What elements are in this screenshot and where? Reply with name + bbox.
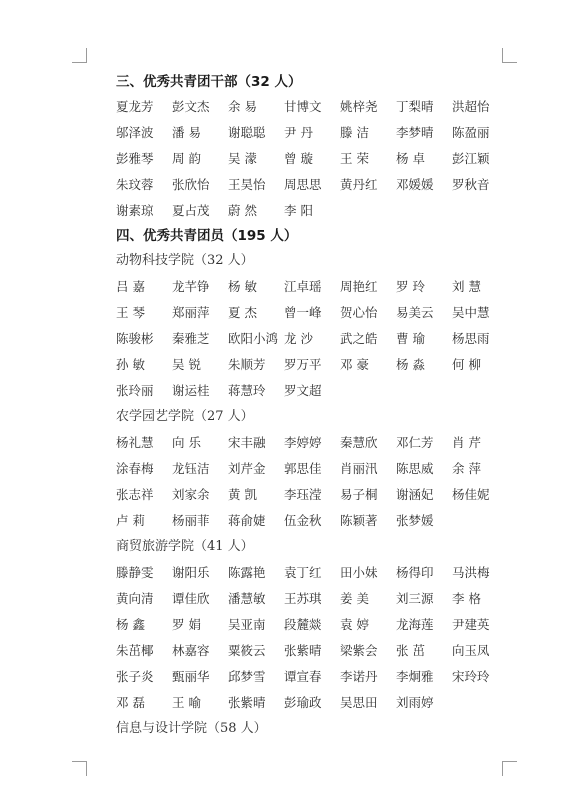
person-name: 陈盈丽 [452, 125, 490, 140]
person-name: 彭文杰 [172, 99, 210, 114]
name-row [116, 172, 496, 198]
person-name: 邬泽波 [116, 125, 154, 140]
person-name: 武之皓 [340, 331, 378, 346]
person-name: 杨 敏 [228, 279, 257, 294]
person-name: 林嘉容 [172, 643, 210, 658]
name-row [116, 482, 496, 508]
name-row [116, 300, 496, 326]
person-name: 吴思田 [340, 695, 378, 710]
person-name: 张子炎 [116, 669, 154, 684]
person-name: 张玲丽 [116, 383, 154, 398]
person-name: 夏龙芳 [116, 99, 154, 114]
person-name: 杨得印 [396, 565, 434, 580]
person-name: 张 茁 [396, 643, 425, 658]
person-name: 陈露艳 [228, 565, 266, 580]
person-name: 陈颖著 [340, 513, 378, 528]
person-name: 曾一峰 [284, 305, 322, 320]
person-name: 粟筱云 [228, 643, 266, 658]
person-name: 向 乐 [172, 435, 201, 450]
person-name: 罗 娟 [172, 617, 201, 632]
person-name: 朱顺芳 [228, 357, 266, 372]
person-name: 周思思 [284, 177, 322, 192]
person-name: 邓 豪 [340, 357, 369, 372]
person-name: 邱梦雪 [228, 669, 266, 684]
person-name: 杨 卓 [396, 151, 425, 166]
person-name: 谢涵妃 [396, 487, 434, 502]
crop-mark-top-left [72, 48, 87, 63]
person-name: 彭雅琴 [116, 151, 154, 166]
person-name: 周艳红 [340, 279, 378, 294]
person-name: 彭瑜政 [284, 695, 322, 710]
person-name: 罗文超 [284, 383, 322, 398]
person-name: 谢阳乐 [172, 565, 210, 580]
person-name: 刘芹金 [228, 461, 266, 476]
person-name: 甄丽华 [172, 669, 210, 684]
person-name: 张梦媛 [396, 513, 434, 528]
person-name: 张紫晴 [228, 695, 266, 710]
name-row [116, 352, 496, 378]
person-name: 龙芊铮 [172, 279, 210, 294]
name-row [116, 146, 496, 172]
person-name: 邓 磊 [116, 695, 145, 710]
person-name: 罗 玲 [396, 279, 425, 294]
name-row [116, 586, 496, 612]
person-name: 张欣怡 [172, 177, 210, 192]
person-name: 袁丁红 [284, 565, 322, 580]
person-name: 肖丽汛 [340, 461, 378, 476]
person-name: 杨思雨 [452, 331, 490, 346]
name-row [116, 94, 496, 120]
name-row [116, 508, 496, 534]
person-name: 彭江颖 [452, 151, 490, 166]
person-name: 黄丹红 [340, 177, 378, 192]
person-name: 杨佳妮 [452, 487, 490, 502]
person-name: 丁梨晴 [396, 99, 434, 114]
person-name: 曹 瑜 [396, 331, 425, 346]
person-name: 刘 慧 [452, 279, 481, 294]
person-name: 王 喻 [172, 695, 201, 710]
person-name: 蒋慧玲 [228, 383, 266, 398]
person-name: 吕 嘉 [116, 279, 145, 294]
person-name: 张志祥 [116, 487, 154, 502]
person-name: 郑丽萍 [172, 305, 210, 320]
person-name: 谢运桂 [172, 383, 210, 398]
person-name: 吴 锐 [172, 357, 201, 372]
crop-mark-top-right [502, 48, 517, 63]
name-row [116, 120, 496, 146]
person-name: 夏 杰 [228, 305, 257, 320]
person-name: 秦雅芝 [172, 331, 210, 346]
person-name: 王苏琪 [284, 591, 322, 606]
person-name: 蔚 然 [228, 203, 257, 218]
person-name: 尹 丹 [284, 125, 313, 140]
document-body [116, 70, 496, 742]
person-name: 易美云 [396, 305, 434, 320]
person-name: 张紫晴 [284, 643, 322, 658]
name-row [116, 664, 496, 690]
person-name: 姚梓尧 [340, 99, 378, 114]
person-name: 王 琴 [116, 305, 145, 320]
college-heading: 信息与设计学院（58 人） [116, 721, 267, 736]
person-name: 卢 莉 [116, 513, 145, 528]
person-name: 龙 沙 [284, 331, 313, 346]
person-name: 马洪梅 [452, 565, 490, 580]
person-name: 肖 芹 [452, 435, 481, 450]
person-name: 杨丽菲 [172, 513, 210, 528]
person-name: 姜 美 [340, 591, 369, 606]
name-row [116, 326, 496, 352]
person-name: 邓媛媛 [396, 177, 434, 192]
person-name: 黄 凯 [228, 487, 257, 502]
person-name: 滕静雯 [116, 565, 154, 580]
person-name: 杨礼慧 [116, 435, 154, 450]
person-name: 邓仁芳 [396, 435, 434, 450]
person-name: 袁 婷 [340, 617, 369, 632]
person-name: 周 韵 [172, 151, 201, 166]
college-heading: 商贸旅游学院（41 人） [116, 539, 254, 554]
person-name: 宋丰融 [228, 435, 266, 450]
person-name: 杨 淼 [396, 357, 425, 372]
name-row [116, 378, 496, 404]
person-name: 陈骏彬 [116, 331, 154, 346]
person-name: 欧阳小鸿 [228, 331, 279, 346]
person-name: 余 萍 [452, 461, 481, 476]
person-name: 向玉凤 [452, 643, 490, 658]
person-name: 刘家余 [172, 487, 210, 502]
name-row [116, 560, 496, 586]
person-name: 杨 鑫 [116, 617, 145, 632]
person-name: 吴亚南 [228, 617, 266, 632]
person-name: 王昊怡 [228, 177, 266, 192]
person-name: 伍金秋 [284, 513, 322, 528]
person-name: 贺心怡 [340, 305, 378, 320]
person-name: 吴 濛 [228, 151, 257, 166]
person-name: 甘博文 [284, 99, 322, 114]
person-name: 郭思佳 [284, 461, 322, 476]
person-name: 田小妹 [340, 565, 378, 580]
name-row [116, 690, 496, 716]
person-name: 易子桐 [340, 487, 378, 502]
person-name: 潘 易 [172, 125, 201, 140]
person-name: 孙 敏 [116, 357, 145, 372]
person-name: 朱玟蓉 [116, 177, 154, 192]
person-name: 龙钰洁 [172, 461, 210, 476]
name-row [116, 274, 496, 300]
person-name: 吴中慧 [452, 305, 490, 320]
person-name: 宋玲玲 [452, 669, 490, 684]
person-name: 李 阳 [284, 203, 313, 218]
person-name: 曾 璇 [284, 151, 313, 166]
section-heading: 三、优秀共青团干部（32 人） [116, 74, 302, 90]
person-name: 余 易 [228, 99, 257, 114]
person-name: 蒋俞婕 [228, 513, 266, 528]
name-row [116, 456, 496, 482]
person-name: 梁紫会 [340, 643, 378, 658]
person-name: 江卓瑶 [284, 279, 322, 294]
person-name: 洪超怡 [452, 99, 490, 114]
person-name: 王 荣 [340, 151, 369, 166]
name-row [116, 198, 496, 224]
person-name: 黄向清 [116, 591, 154, 606]
person-name: 李珏滢 [284, 487, 322, 502]
person-name: 朱茁椰 [116, 643, 154, 658]
crop-mark-bottom-left [72, 761, 87, 776]
person-name: 谭宣春 [284, 669, 322, 684]
person-name: 龙海莲 [396, 617, 434, 632]
person-name: 罗秋音 [452, 177, 490, 192]
person-name: 李婷婷 [284, 435, 322, 450]
person-name: 刘雨婷 [396, 695, 434, 710]
person-name: 罗万平 [284, 357, 322, 372]
name-row [116, 612, 496, 638]
person-name: 李炯雅 [396, 669, 434, 684]
crop-mark-bottom-right [502, 761, 517, 776]
name-row [116, 430, 496, 456]
person-name: 李诺丹 [340, 669, 378, 684]
person-name: 陈思威 [396, 461, 434, 476]
person-name: 谢素琼 [116, 203, 154, 218]
person-name: 尹建英 [452, 617, 490, 632]
college-heading: 动物科技学院（32 人） [116, 253, 254, 268]
person-name: 李梦晴 [396, 125, 434, 140]
person-name: 刘三源 [396, 591, 434, 606]
name-row [116, 638, 496, 664]
person-name: 夏占茂 [172, 203, 210, 218]
college-heading: 农学园艺学院（27 人） [116, 409, 254, 424]
person-name: 秦慧欣 [340, 435, 378, 450]
person-name: 谭佳欣 [172, 591, 210, 606]
person-name: 谢聪聪 [228, 125, 266, 140]
person-name: 段麓燚 [284, 617, 322, 632]
person-name: 滕 洁 [340, 125, 369, 140]
person-name: 何 柳 [452, 357, 481, 372]
person-name: 涂春梅 [116, 461, 154, 476]
section-heading: 四、优秀共青团员（195 人） [116, 228, 298, 244]
person-name: 潘慧敏 [228, 591, 266, 606]
person-name: 李 格 [452, 591, 481, 606]
